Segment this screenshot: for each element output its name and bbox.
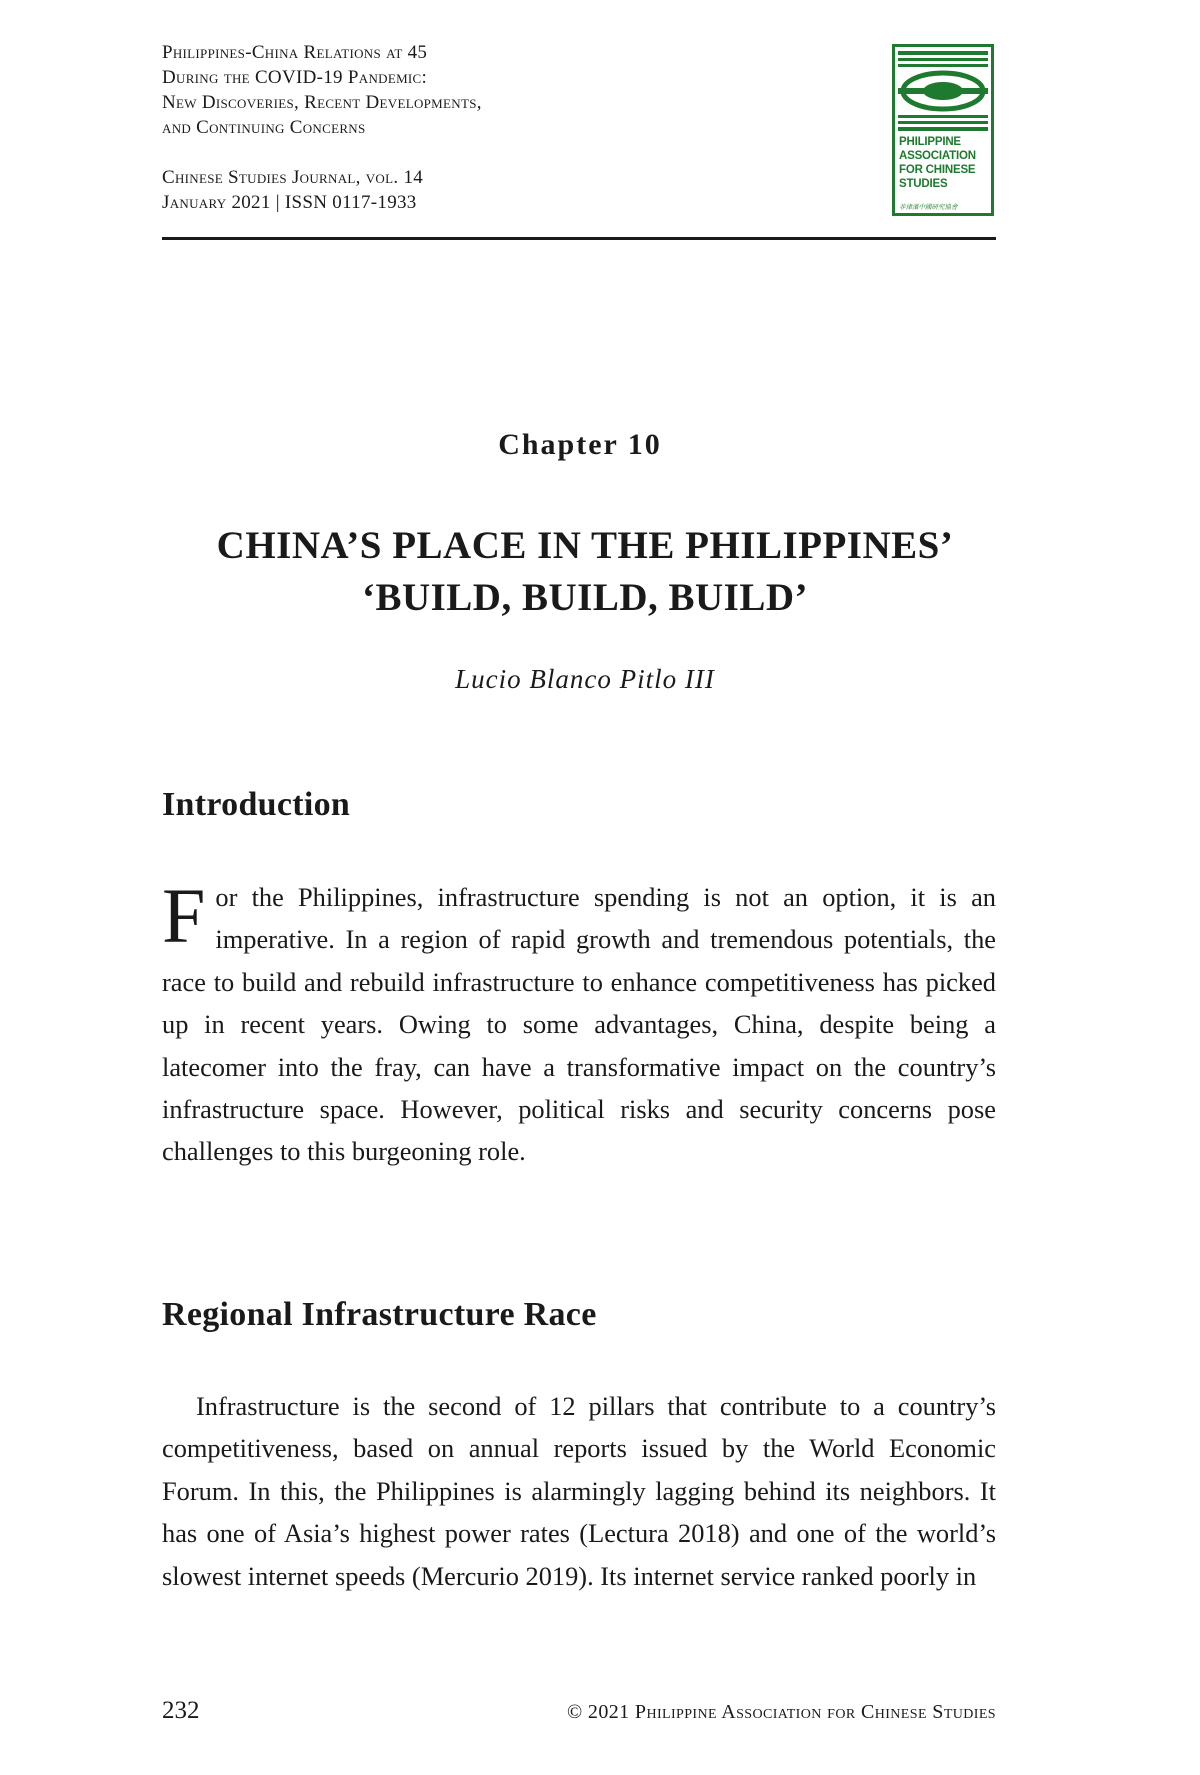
introduction-paragraph	[162, 872, 996, 1173]
book-title-line-2: During the COVID-19 Pandemic:	[162, 67, 428, 88]
logo-wordmark: PHILIPPINE ASSOCIATION FOR CHINESE STUDIES	[899, 136, 976, 190]
chapter-title	[100, 520, 1070, 624]
book-title-line-3: New Discoveries, Recent Developments,	[162, 92, 482, 113]
section-heading-regional-race: Regional Infrastructure Race	[162, 1296, 597, 1333]
copyright-notice: © 2021 Philippine Association for Chinese Studies	[566, 1701, 996, 1723]
book-title-line-1: Philippines-China Relations at 45	[162, 42, 428, 63]
section-heading-introduction: Introduction	[162, 786, 351, 823]
drop-cap: F	[162, 872, 206, 959]
journal-line: Chinese Studies Journal, vol. 14	[162, 167, 424, 188]
chapter-label: Chapter 10	[498, 428, 662, 461]
header-rule	[162, 237, 996, 240]
association-logo	[892, 44, 994, 216]
book-title-line-4: and Continuing Concerns	[162, 117, 366, 138]
date-issn-line: January 2021 | ISSN 0117-1933	[162, 192, 417, 213]
regional-race-paragraph: Infrastructure is the second of 12 pillars that contribute to a country’s competitiveness, based on annual reports issued by the World Economic Forum. In this, the Philippines is alarmingly lagging behind its neighbors. It has one of Asia’s highest power rates (Lectura 2018) and one of the world’s slowest internet speeds (Mercurio 2019). Its internet service ranked poorly in	[162, 1391, 996, 1591]
page-number: 232	[162, 1697, 200, 1724]
title-line-2: ‘BUILD, BUILD, BUILD’	[361, 576, 809, 619]
title-line-1: CHINA’S PLACE IN THE PHILIPPINES’	[216, 524, 954, 567]
running-header	[162, 40, 782, 215]
introduction-text: or the Philippines, infrastructure spending is not an option, it is an imperative. In a region of rapid growth and tremendous potentials, the race to build and rebuild infrastructure to enhance competitiveness has picked up in recent years. Owing to some advantages, China, despite being a latecomer into the fray, can have a transformative impact on the country’s infrastructure space. However, political risks and security concerns pose challenges to this burgeoning role.	[162, 882, 996, 1167]
logo-tagline: 菲律濱中國研究協會	[899, 204, 958, 211]
author-name: Lucio Blanco Pitlo III	[455, 664, 715, 694]
pacs-emblem-icon	[895, 47, 991, 133]
